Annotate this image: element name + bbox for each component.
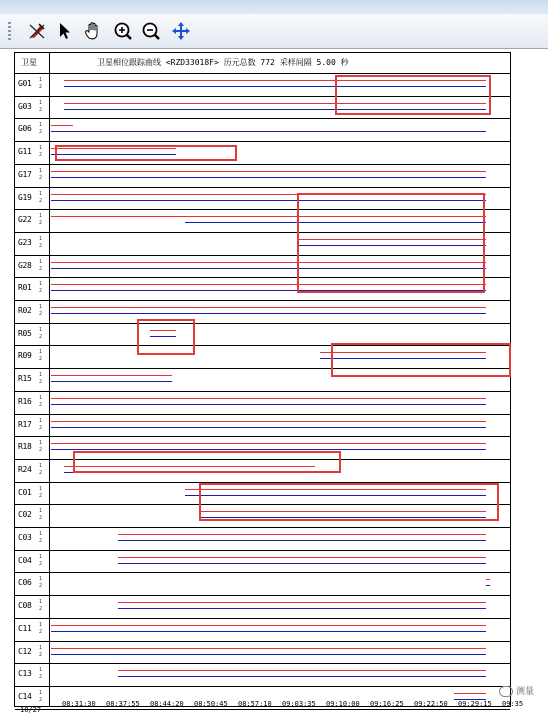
band-marker-l1: 1 (39, 644, 43, 651)
satellite-label-g01: G01 (18, 79, 32, 88)
phase-tracking-chart (14, 52, 511, 707)
band-marker-l2: 2 (39, 84, 43, 90)
row-divider (15, 595, 510, 596)
signal-g06-l1 (51, 125, 73, 126)
band-marker-l2: 2 (39, 696, 43, 703)
zoom-out-icon (141, 21, 161, 41)
row-divider (15, 323, 510, 324)
satellite-label-r09: R09 (18, 351, 32, 361)
band-marker-l2: 2 (39, 492, 43, 499)
band-marker-l1: 1 (39, 122, 43, 129)
band-marker-l1: 1 (39, 99, 43, 106)
highlight-box (331, 343, 511, 377)
satellite-label-r15: R15 (18, 374, 32, 384)
satellite-label-r18: R18 (18, 442, 32, 452)
row-divider (15, 391, 510, 392)
time-tick-label: 09:03:35 (282, 700, 316, 708)
row-divider (15, 572, 510, 573)
signal-c04-l2 (118, 563, 485, 564)
signal-c11-l2 (51, 631, 486, 632)
wechat-icon (499, 686, 513, 697)
watermark (499, 684, 534, 697)
band-marker-l1: 1 (39, 235, 43, 242)
satellite-label-g19: G19 (18, 192, 32, 202)
band-marker-l1: 1 (39, 417, 43, 424)
band-marker-l2: 2 (39, 265, 43, 272)
satellite-label-c04: C04 (18, 555, 32, 565)
band-marker-l2: 2 (39, 651, 43, 658)
satellite-label-g28: G28 (18, 260, 32, 270)
band-marker-l1: 1 (39, 667, 43, 674)
band-marker-l2: 2 (39, 220, 43, 227)
band-marker-l1: 1 (39, 213, 43, 220)
signal-c11-l1 (51, 625, 486, 626)
highlight-box (73, 451, 341, 473)
satellite-label-c08: C08 (18, 601, 32, 611)
satellite-label-c11: C11 (18, 623, 32, 633)
signal-c06-l1 (486, 579, 490, 580)
satellite-label-g06: G06 (18, 124, 32, 134)
signal-c06-l2 (486, 585, 490, 586)
band-marker-l2: 2 (39, 401, 43, 408)
zoom-in-tool-button[interactable] (112, 20, 134, 42)
signal-c13-l1 (118, 670, 485, 671)
band-marker-l2: 2 (39, 628, 43, 635)
signal-c13-l2 (118, 676, 485, 677)
band-marker-l2: 2 (39, 333, 43, 340)
signal-r17-l1 (51, 421, 486, 422)
hand-icon (83, 21, 103, 41)
band-marker-l1: 1 (39, 508, 43, 515)
band-marker-l2: 2 (39, 538, 43, 544)
row-divider (15, 414, 510, 415)
row-divider (15, 118, 510, 119)
signal-r17-l2 (51, 427, 486, 428)
band-marker-l2: 2 (39, 515, 43, 522)
row-divider (15, 436, 510, 437)
band-marker-l2: 2 (39, 560, 43, 567)
satellite-label-c03: C03 (18, 533, 32, 542)
band-marker-l1: 1 (39, 440, 43, 447)
band-marker-l1: 1 (39, 304, 43, 310)
signal-c14-l1 (454, 693, 485, 694)
satellite-label-c02: C02 (18, 510, 32, 520)
satellite-label-c01: C01 (18, 487, 32, 497)
satellite-label-c06: C06 (18, 578, 32, 588)
toolbar-grip[interactable] (8, 22, 11, 42)
signal-r02-l2 (51, 313, 486, 314)
pointer-arrow-icon (58, 22, 72, 40)
highlight-box (297, 193, 485, 293)
satellite-label-g11: G11 (18, 147, 32, 157)
band-marker-l1: 1 (39, 77, 43, 83)
time-tick-label: 09:29:15 (458, 700, 492, 708)
signal-g17-l1 (51, 171, 486, 172)
band-marker-l2: 2 (39, 197, 43, 204)
row-divider (15, 300, 510, 301)
row-divider (15, 618, 510, 619)
watermark-text: 测量 (515, 687, 534, 697)
row-divider (15, 641, 510, 642)
satellite-label-c13: C13 (18, 669, 32, 679)
satellite-label-g17: G17 (18, 169, 32, 179)
satellite-label-r17: R17 (18, 419, 32, 429)
band-marker-l2: 2 (39, 424, 43, 431)
page-indicator: 10/27 (20, 706, 42, 714)
band-marker-l2: 2 (39, 583, 43, 590)
time-tick-label: 09:35 (502, 700, 524, 708)
signal-g06-l2 (51, 131, 486, 132)
time-tick-label: 08:44:20 (150, 700, 184, 708)
band-marker-l2: 2 (39, 469, 43, 476)
time-tick-label: 09:10:00 (326, 700, 360, 708)
band-marker-l2: 2 (39, 356, 43, 363)
band-marker-l1: 1 (39, 599, 43, 606)
band-marker-l1: 1 (39, 394, 43, 401)
band-marker-l1: 1 (39, 621, 43, 628)
satellite-label-g03: G03 (18, 101, 32, 111)
highlight-box (55, 145, 237, 161)
band-marker-l2: 2 (39, 174, 43, 181)
move-tool-button[interactable] (170, 20, 192, 42)
window-top-strip (0, 0, 548, 15)
satellite-label-r02: R02 (18, 306, 32, 315)
band-marker-l2: 2 (39, 129, 43, 136)
band-marker-l1: 1 (39, 281, 43, 288)
time-tick-label: 09:16:25 (370, 700, 404, 708)
band-marker-l2: 2 (39, 379, 43, 386)
band-marker-l1: 1 (39, 462, 43, 469)
row-divider (15, 187, 510, 188)
band-marker-l2: 2 (39, 242, 43, 249)
signal-g17-l2 (51, 177, 486, 178)
chart-title: 卫星相位跟踪曲线 <RZD33018F> 历元总数 772 采样间隔 5.00 秒 (97, 58, 349, 67)
zoom-in-icon (113, 21, 133, 41)
pointer-tool-button[interactable] (54, 20, 76, 42)
satellite-label-g23: G23 (18, 237, 32, 247)
time-tick-label: 09:22:50 (414, 700, 448, 708)
satellite-label-c14: C14 (18, 691, 32, 701)
band-marker-l2: 2 (39, 606, 43, 613)
signal-c08-l1 (118, 602, 485, 603)
band-marker-l1: 1 (39, 167, 43, 174)
row-divider (15, 527, 510, 528)
marker-icon (28, 22, 46, 40)
four-way-arrow-icon (171, 21, 191, 41)
band-marker-l2: 2 (39, 152, 43, 159)
signal-r18-l1 (51, 443, 486, 444)
satellite-label-r16: R16 (18, 396, 32, 406)
band-marker-l2: 2 (39, 674, 43, 681)
row-divider (15, 686, 510, 687)
time-tick-label: 08:50:45 (194, 700, 228, 708)
row-divider (15, 663, 510, 664)
zoom-out-tool-button[interactable] (140, 20, 162, 42)
band-marker-l1: 1 (39, 689, 43, 696)
band-marker-l1: 1 (39, 349, 43, 356)
pan-tool-button[interactable] (82, 20, 104, 42)
time-tick-label: 08:31:30 (62, 700, 96, 708)
signal-c08-l2 (118, 608, 485, 609)
highlight-box (137, 319, 195, 355)
time-axis (62, 700, 522, 710)
row-divider (15, 550, 510, 551)
time-tick-label: 08:37:55 (106, 700, 140, 708)
band-marker-l1: 1 (39, 326, 43, 333)
marker-tool-button[interactable] (26, 20, 48, 42)
signal-r16-l2 (51, 404, 486, 405)
band-marker-l1: 1 (39, 145, 43, 152)
satellite-label-g22: G22 (18, 215, 32, 225)
satellite-column-header: 卫星 (21, 58, 37, 67)
band-marker-l1: 1 (39, 190, 43, 197)
band-marker-l1: 1 (39, 258, 43, 265)
signal-r15-l2 (51, 381, 172, 382)
band-marker-l1: 1 (39, 485, 43, 492)
row-divider (15, 164, 510, 165)
row-divider (15, 141, 510, 142)
band-marker-l1: 1 (39, 553, 43, 560)
signal-r15-l1 (51, 375, 172, 376)
satellite-label-r24: R24 (18, 464, 32, 474)
satellite-label-r01: R01 (18, 283, 32, 293)
band-marker-l2: 2 (39, 311, 43, 317)
band-marker-l2: 2 (39, 288, 43, 295)
band-marker-l2: 2 (39, 447, 43, 454)
highlight-box (199, 483, 499, 521)
band-marker-l1: 1 (39, 531, 43, 537)
signal-r16-l1 (51, 398, 486, 399)
signal-c12-l1 (51, 648, 486, 649)
time-tick-label: 08:57:10 (238, 700, 272, 708)
satellite-label-c12: C12 (18, 646, 32, 656)
signal-c12-l2 (51, 654, 486, 655)
band-marker-l2: 2 (39, 106, 43, 113)
signal-c04-l1 (118, 557, 485, 558)
chart-title-row (15, 53, 510, 74)
highlight-box (335, 75, 491, 115)
band-marker-l1: 1 (39, 576, 43, 583)
signal-r02-l1 (51, 307, 486, 308)
signal-c03-l1 (118, 534, 485, 535)
signal-c03-l2 (118, 540, 485, 541)
satellite-label-r05: R05 (18, 328, 32, 338)
band-marker-l1: 1 (39, 372, 43, 379)
